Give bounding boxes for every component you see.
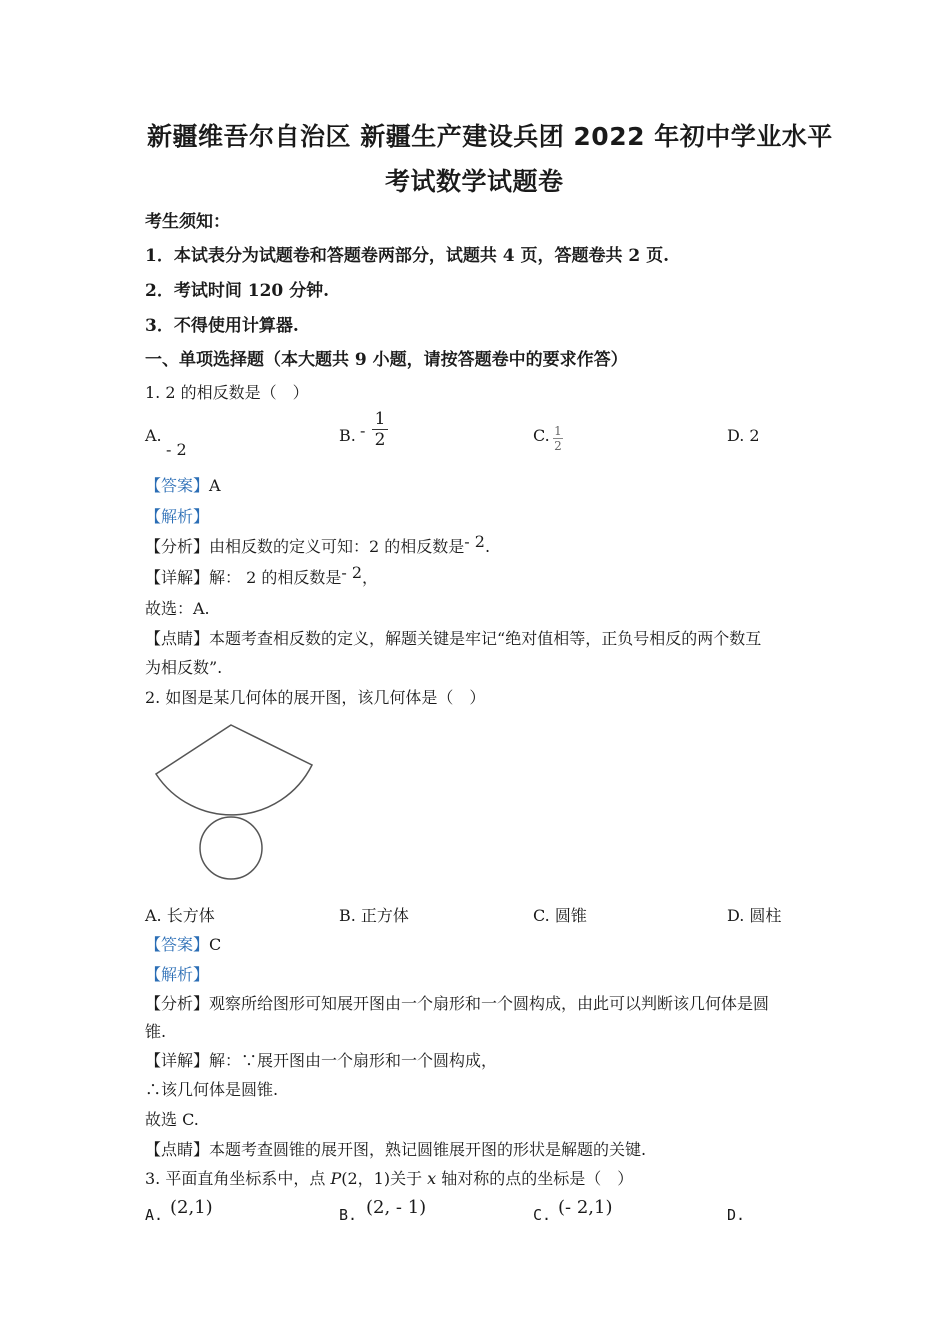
notice-heading: 考生须知： xyxy=(145,212,230,232)
q1-dianjing-line1 xyxy=(145,626,761,649)
xiangjie-value: - 2 xyxy=(341,563,363,582)
base-circle xyxy=(200,817,262,879)
dianjing-text: 本题考查相反数的定义，解题关键是牢记“绝对值相等，正负号相反的两个数互 xyxy=(209,629,762,648)
q2-option-b: B. 正方体 xyxy=(339,906,409,925)
stem-mid: (2，1)关于 xyxy=(341,1169,428,1188)
dianjing-tag: 【点睛】 xyxy=(145,1140,210,1159)
dianjing-text: 本题考查圆锥的展开图，熟记圆锥展开图的形状是解题的关键. xyxy=(209,1140,647,1159)
q1-option-a-value: - 2 xyxy=(166,440,187,459)
q3-option-b-value: (2, - 1) xyxy=(366,1197,427,1218)
question-3-stem xyxy=(145,1166,633,1189)
q3-option-c-value: (- 2,1) xyxy=(558,1197,613,1218)
denominator: 2 xyxy=(374,430,386,450)
axis-x: x xyxy=(427,1169,437,1188)
q2-therefore: ∴该几何体是圆锥. xyxy=(145,1080,279,1099)
q3-option-a-value: (2,1) xyxy=(170,1197,213,1218)
q1-option-b-fraction xyxy=(372,410,388,449)
sector-shape xyxy=(156,725,312,815)
section-heading: 一、单项选择题（本大题共 9 小题，请按答题卷中的要求作答） xyxy=(145,350,628,370)
q2-option-c: C. 圆锥 xyxy=(533,906,587,925)
q3-option-b-label: B. xyxy=(339,1206,358,1224)
answer-value: C xyxy=(209,935,222,954)
q3-option-c-label: C. xyxy=(533,1206,552,1224)
xiangjie-text: 解： 2 的相反数是 xyxy=(209,568,342,587)
q1-xiangjie-line xyxy=(145,565,378,588)
stem-pre: 3. 平面直角坐标系中，点 xyxy=(145,1169,331,1188)
fenxi-tag: 【分析】 xyxy=(145,537,210,556)
fenxi-end: . xyxy=(484,537,491,556)
answer-value: A xyxy=(209,476,221,495)
numerator: 1 xyxy=(554,424,562,438)
q2-xiangjie-line xyxy=(145,1048,497,1071)
xiangjie-text: 解：∵展开图由一个扇形和一个圆构成， xyxy=(209,1051,498,1070)
q3-option-a-label: A. xyxy=(145,1206,164,1224)
q1-guxuan: 故选：A. xyxy=(145,599,210,618)
q2-option-a: A. 长方体 xyxy=(145,906,215,925)
fenxi-text: 由相反数的定义可知：2 的相反数是 xyxy=(209,537,465,556)
stem-post: 轴对称的点的坐标是（ ） xyxy=(436,1169,634,1188)
q1-analysis-tag: 【解析】 xyxy=(145,507,210,526)
q1-option-b-label: B. xyxy=(339,426,356,445)
exam-title-line1: 新疆维吾尔自治区 新疆生产建设兵团 2022 年初中学业水平 xyxy=(147,122,833,151)
q2-analysis-tag: 【解析】 xyxy=(145,965,210,984)
fenxi-value: - 2 xyxy=(464,532,485,551)
q1-option-b-sign: - xyxy=(360,421,366,440)
q3-option-d-label: D. xyxy=(727,1206,746,1224)
q2-guxuan: 故选 C. xyxy=(145,1110,199,1129)
q2-dianjing-line xyxy=(145,1137,646,1160)
q1-option-d: D. 2 xyxy=(727,426,760,445)
q2-option-d: D. 圆柱 xyxy=(727,906,782,925)
numerator: 1 xyxy=(374,409,386,429)
q1-fenxi-line xyxy=(145,534,490,557)
point-P: P xyxy=(330,1169,342,1188)
dianjing-tag: 【点睛】 xyxy=(145,629,210,648)
q2-answer-line xyxy=(145,932,221,955)
answer-tag: 【答案】 xyxy=(145,476,210,495)
fenxi-tag: 【分析】 xyxy=(145,994,210,1013)
fenxi-text: 观察所给图形可知展开图由一个扇形和一个圆构成，由此可以判断该几何体是圆 xyxy=(209,994,770,1013)
xiangjie-tag: 【详解】 xyxy=(145,1051,210,1070)
notice-item: 3．不得使用计算器. xyxy=(145,316,299,336)
xiangjie-tag: 【详解】 xyxy=(145,568,210,587)
q2-fenxi-line2: 锥. xyxy=(145,1022,167,1041)
q1-answer-line xyxy=(145,473,221,496)
q1-option-c-fraction xyxy=(553,425,563,452)
xiangjie-end: ， xyxy=(362,568,379,587)
q1-dianjing-line2: 为相反数”. xyxy=(145,658,223,677)
q2-fenxi-line1 xyxy=(145,991,769,1014)
denominator: 2 xyxy=(554,439,562,453)
q1-option-c-label: C. xyxy=(533,426,550,445)
question-2-stem: 2. 如图是某几何体的展开图，该几何体是（ ） xyxy=(145,688,486,707)
q1-option-a-label: A. xyxy=(145,426,162,445)
cone-net-figure xyxy=(150,720,320,885)
notice-item: 2．考试时间 120 分钟. xyxy=(145,281,330,301)
notice-item: 1．本试表分为试题卷和答题卷两部分，试题共 4 页，答题卷共 2 页. xyxy=(145,246,670,266)
answer-tag: 【答案】 xyxy=(145,935,210,954)
question-1-stem: 1. 2 的相反数是（ ） xyxy=(145,383,309,402)
exam-title-line2: 考试数学试题卷 xyxy=(385,167,564,196)
